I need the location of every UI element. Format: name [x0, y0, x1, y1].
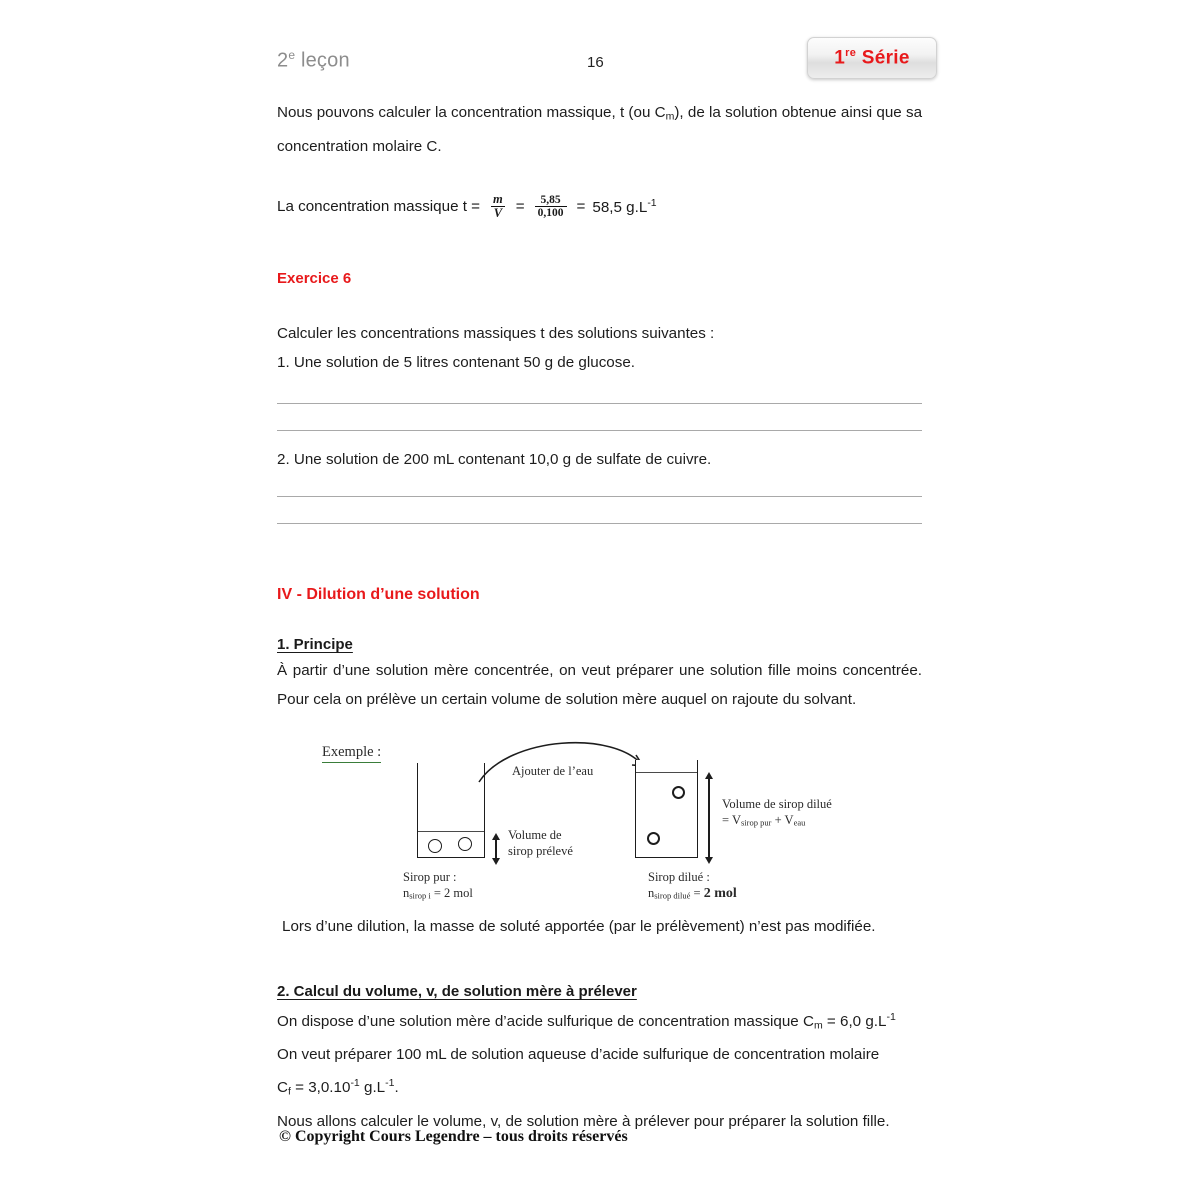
subsection-title-principe: 1. Principe — [277, 635, 353, 653]
left-caption-n: n — [403, 886, 410, 900]
equals-sign-1: = — [515, 197, 525, 215]
calcul-line1-part2: = 6,0 g.L — [822, 1012, 887, 1030]
calcul-line1-subscript: m — [813, 1019, 823, 1032]
calcul-line-3 — [277, 1069, 922, 1106]
exercise-question-1: 1. Une solution de 5 litres contenant 50 g de glucose. — [277, 353, 635, 371]
calcul-line3-c: C — [277, 1079, 288, 1097]
principe-paragraph: À partir d’une solution mère concentrée, on veut préparer une solution fille moins concentrée. Pour cela on prélève un certain volume de solution mère auquel on rajoute du solvant. — [277, 661, 922, 708]
right-volume-eq: = V — [722, 813, 741, 827]
page-header — [277, 44, 935, 88]
intro-text-part2: ), de la solution obtenue ainsi que sa concentration molaire C. — [277, 104, 923, 155]
right-volume-line1: Volume de sirop dilué — [722, 797, 832, 811]
dilution-note: Lors d’une dilution, la masse de soluté apportée (par le prélèvement) n’est pas modifiée. — [282, 918, 876, 935]
calcul-line1-part1: On dispose d’une solution mère d’acide sulfurique de concentration massique C — [277, 1012, 814, 1030]
lesson-word: leçon — [295, 49, 350, 72]
left-caption-value: = 2 mol — [430, 886, 473, 900]
exercise-title: Exercice 6 — [277, 269, 352, 287]
footer-copyright: © Copyright Cours Legendre – tous droits réservés — [279, 1128, 628, 1145]
calcul-line3-subscript: f — [287, 1085, 291, 1098]
answer-line-2[interactable] — [277, 430, 922, 431]
left-caption-subscript: sirop i — [409, 890, 431, 901]
volume-arrow-right — [708, 778, 710, 858]
exemple-label: Exemple : — [322, 744, 381, 763]
solute-particle — [647, 832, 660, 845]
right-volume-sub1: sirop pur — [740, 817, 772, 828]
dilution-diagram — [300, 730, 920, 910]
equals-sign-2: = — [576, 197, 586, 215]
right-caption-equals: = — [690, 886, 704, 900]
liquid-level-right — [636, 772, 697, 773]
exercise-question-2: 2. Une solution de 200 mL contenant 10,0 g de sulfate de cuivre. — [277, 450, 712, 468]
calcul-line-1 — [277, 1003, 922, 1040]
calcul-line-2: On veut préparer 100 mL de solution aqueuse d’acide sulfurique de concentration molaire — [277, 1046, 880, 1064]
calcul-line-4: Nous allons calculer le volume, v, de solution mère à prélever pour préparer la solution fille. — [277, 1112, 890, 1130]
calcul-line3-exponent1: -1 — [350, 1077, 360, 1090]
intro-text-part1: Nous pouvons calculer la concentration massique, t (ou C — [277, 104, 666, 121]
liquid-level-left — [418, 831, 484, 832]
calcul-line3-period: . — [394, 1079, 399, 1097]
volume-arrow-left — [495, 839, 497, 859]
calcul-line1-exponent: -1 — [886, 1011, 896, 1023]
page-number: 16 — [587, 54, 604, 71]
fraction-numerator-m: m — [493, 191, 503, 206]
answer-line-3[interactable] — [277, 496, 922, 497]
answer-line-4[interactable] — [277, 523, 922, 524]
right-caption-subscript: sirop dilué — [654, 890, 691, 901]
left-caption-title: Sirop pur : — [403, 870, 457, 884]
right-volume-line2 — [722, 812, 832, 831]
right-volume-sub2: eau — [793, 817, 806, 828]
beaker-diluted-syrup — [635, 760, 698, 858]
solute-particle — [672, 786, 685, 799]
right-caption-mol — [648, 885, 737, 904]
left-beaker-caption — [403, 869, 473, 904]
calcul-line3-exponent2: -1 — [385, 1077, 395, 1090]
right-volume-label — [722, 796, 832, 831]
subsection-title-calcul: 2. Calcul du volume, v, de solution mère à prélever — [277, 983, 637, 1000]
section-title-dilution: IV - Dilution d’une solution — [277, 585, 480, 603]
fraction-values — [535, 194, 567, 219]
left-volume-label — [508, 827, 573, 859]
right-caption-title: Sirop dilué : — [648, 870, 710, 884]
lesson-label — [277, 48, 350, 73]
fraction-m-over-v — [490, 193, 506, 220]
right-beaker-caption — [648, 869, 737, 904]
serie-ordinal-suffix: re — [845, 46, 857, 59]
left-caption-mol — [403, 885, 473, 904]
formula-result — [592, 197, 656, 216]
lesson-ordinal-suffix: e — [288, 48, 296, 62]
intro-subscript: m — [665, 110, 675, 123]
right-caption-value: 2 mol — [703, 886, 737, 901]
serie-number: 1 — [834, 47, 846, 69]
serie-badge — [807, 37, 937, 79]
left-volume-line2: sirop prélevé — [508, 844, 573, 858]
solute-particle — [458, 837, 472, 851]
right-volume-plus: + V — [771, 813, 794, 827]
formula-result-value: 58,5 g.L — [592, 198, 648, 216]
formula-label: La concentration massique t = — [277, 197, 481, 215]
calcul-line3-part2: g.L — [359, 1079, 386, 1097]
document-content — [277, 98, 922, 714]
answer-line-1[interactable] — [277, 403, 922, 404]
add-water-label: Ajouter de l’eau — [512, 764, 594, 778]
fraction-denominator-v: V — [491, 206, 505, 220]
fraction-denominator-value: 0,100 — [535, 206, 567, 219]
fraction-numerator-value: 5,85 — [540, 193, 561, 206]
formula-result-exponent: -1 — [647, 196, 657, 209]
document-content-lower — [277, 912, 922, 1136]
intro-paragraph — [277, 98, 922, 161]
left-volume-line1: Volume de — [508, 828, 562, 842]
calcul-line3-part1: = 3,0.10 — [290, 1079, 351, 1097]
exercise-instruction: Calculer les concentrations massiques t des solutions suivantes : — [277, 324, 715, 342]
right-caption-n: n — [648, 886, 655, 900]
solute-particle — [428, 839, 442, 853]
lesson-number: 2 — [277, 49, 289, 72]
serie-word: Série — [856, 47, 910, 69]
serie-badge-label — [834, 47, 909, 69]
mass-concentration-formula — [277, 193, 922, 220]
